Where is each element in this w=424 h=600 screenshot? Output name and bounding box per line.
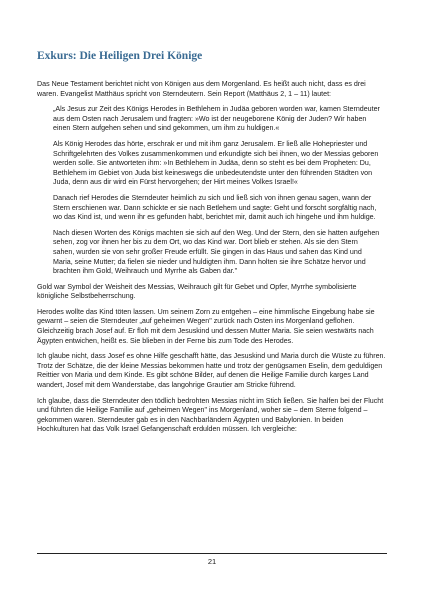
body-paragraph: Gold war Symbol der Weisheit des Messias, Weihrauch gilt für Gebet und Opfer, Myrrhe symbolisierte königliche Selbstbeherrschung. xyxy=(37,282,357,301)
footer-rule xyxy=(37,553,387,554)
body-paragraph: Ich glaube nicht, dass Josef es ohne Hilfe geschafft hätte, das Jesuskind und Maria durch die Wüste zu führen. Trotz der Schätze, die der kleine Messias bekommen hatte und trotz der genügsamen Eselin, dem geduldigen Reittier von Maria und dem Kinde. Es gibt schöne Bilder, auf denen die Heilige Familie durch karges Land wandert, Josef mit dem Wanderstabe, das langohrige Grautier am Stricke führend. xyxy=(37,352,386,390)
document-body xyxy=(37,80,387,441)
paragraph-intro: Das Neue Testament berichtet nicht von Königen aus dem Morgenland. Es heißt auch nicht, dass es drei waren. Evangelist Matthäus spricht von Sterndeutern. Sein Report (Matthäus 2, 1 – 11) lautet: xyxy=(37,80,366,98)
quote-paragraph: Nach diesen Worten des Königs machten sie sich auf den Weg. Und der Stern, den sie hatten aufgehen sehen, zog vor ihnen her bis zu dem Ort, wo das Kind war. Dort blieb er stehen. Als sie den Stern sahen, wurden sie von sehr großer Freude erfüllt. Sie gingen in das Haus und sahen das Kind und Maria, seine Mutter; da fielen sie nieder und huldigten ihm. Dann holten sie ihre Schätze hervor und brachten ihm Gold, Weihrauch und Myrrhe als Gaben dar." xyxy=(53,228,380,276)
section-heading: Exkurs: Die Heiligen Drei Könige xyxy=(37,50,203,62)
body-paragraph: Ich glaube, dass die Sterndeuter den tödlich bedrohten Messias nicht im Stich ließen. Sie halfen bei der Flucht und führten die Heilige Familie auf „geheimen Wegen" ins Morgenland, woher sie – dem Sterne folgend – gekommen waren. Sterndeuter gab es in den Nachbarländern Ägypten und Babylonien. In beiden Hochkulturen hat das Volk Israel Gefangenschaft erdulden müssen. Ich vergleiche: xyxy=(37,396,384,434)
body-paragraph: Herodes wollte das Kind töten lassen. Um seinem Zorn zu entgehen – eine himmlische Eingebung habe sie gewarnt – seien die Sterndeuter „auf geheimen Wegen" zurück nach Osten ins Morgenland geflohen. Gleichzeitig brach Josef auf. Er floh mit dem Jesuskind und dessen Mutter Maria. Sie seien westwärts nach Ägypten entwichen, heißt es. Sie blieben in der Ferne bis zum Tode des Herodes. xyxy=(37,307,375,345)
quote-paragraph: Als König Herodes das hörte, erschrak er und mit ihm ganz Jerusalem. Er ließ alle Hohepriester und Schriftgelehrten des Volkes zusammenkommen und erkundigte sich bei ihnen, wo der Messias geboren werden solle. Sie antworteten ihm: »In Bethlehem in Judäa, denn so steht es bei dem Propheten: Du, Bethlehem im Gebiet von Juda bist keineswegs die unbedeutendste unter den führenden Städten von Juda, denn aus dir wird ein Fürst hervorgehen; der Hirt meines Volkes Israel!« xyxy=(53,139,379,187)
quote-paragraph: Danach rief Herodes die Sterndeuter heimlich zu sich und ließ sich von ihnen genau sagen, wann der Stern erschienen war. Dann schickte er sie nach Betlehem und sagte: Geht und forscht sorgfältig nach, wo das Kind ist, und wenn ihr es gefunden habt, berichtet mir, damit auch ich hingehe und ihm huldige. xyxy=(53,193,377,222)
quote-paragraph: „Als Jesus zur Zeit des Königs Herodes in Bethlehem in Judäa geboren worden war, kamen Sterndeuter aus dem Osten nach Jerusalem und fragten: »Wo ist der neugeborene König der Juden? Wir haben einen Stern aufgehen sehen und sind gekommen, um ihm zu huldigen.« xyxy=(53,105,380,133)
page-number: 21 xyxy=(207,557,217,566)
